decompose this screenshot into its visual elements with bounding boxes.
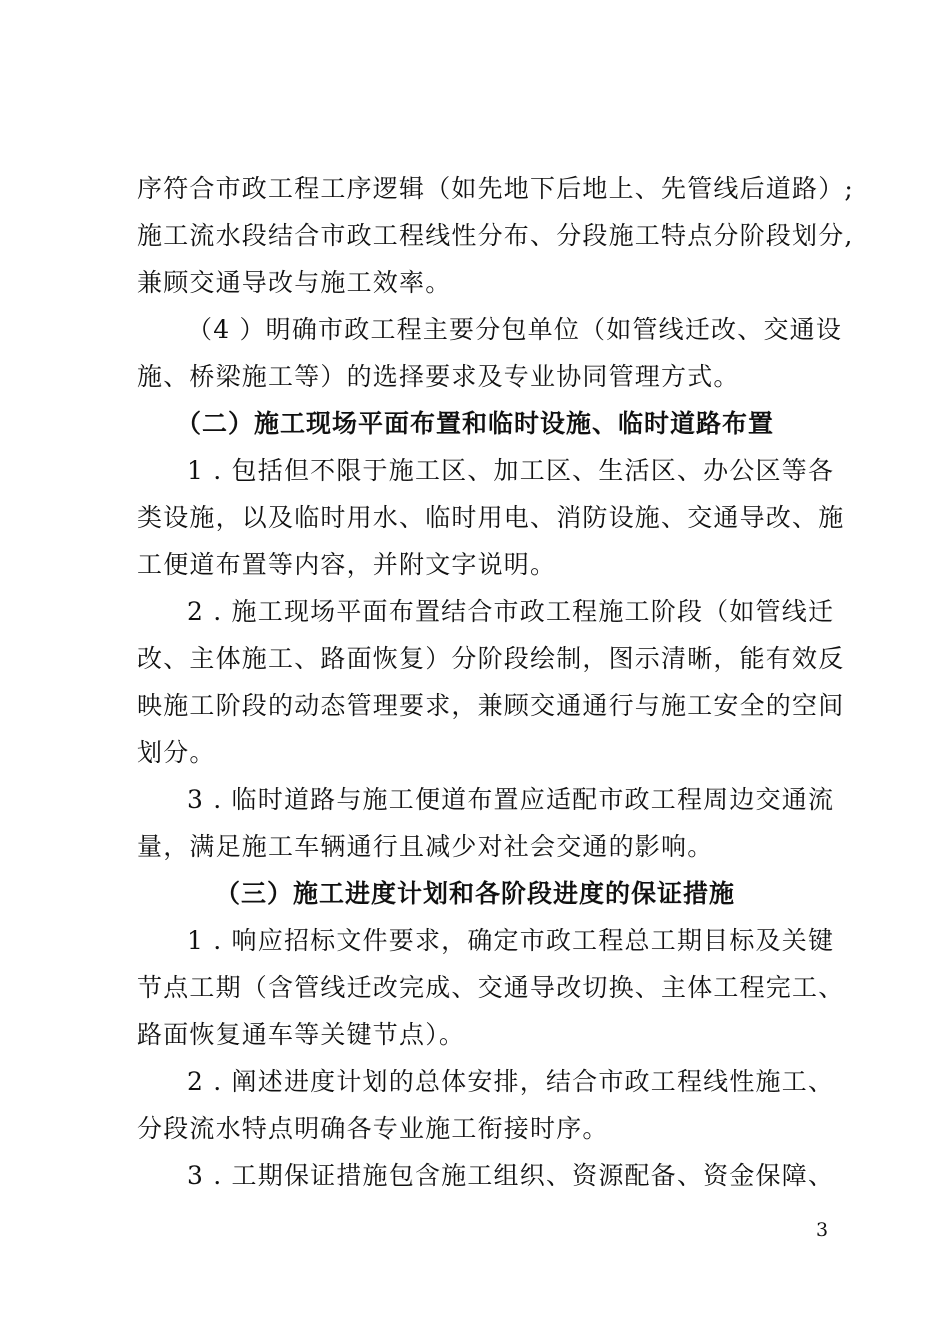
body-line: 1 . 包括但不限于施工区、加工区、生活区、办公区等各 [187, 456, 835, 485]
body-line: 3 . 临时道路与施工便道布置应适配市政工程周边交通流 [187, 785, 835, 814]
body-line: 2 . 施工现场平面布置结合市政工程施工阶段（如管线迁 [187, 597, 835, 626]
body-line: 映施工阶段的动态管理要求，兼顾交通通行与施工安全的空间 [137, 691, 845, 720]
body-line: 1 . 响应招标文件要求，确定市政工程总工期目标及关键 [187, 926, 835, 955]
body-line: 分段流水特点明确各专业施工衔接时序。 [137, 1114, 609, 1143]
section-heading: （二）施工现场平面布置和临时设施、临时道路布置 [175, 409, 774, 438]
body-line: 划分。 [137, 738, 216, 767]
body-line: 改、主体施工、路面恢复）分阶段绘制，图示清晰，能有效反 [137, 644, 845, 673]
body-line: 工便道布置等内容，并附文字说明。 [137, 550, 557, 579]
body-line: 施、桥梁施工等）的选择要求及专业协同管理方式。 [137, 362, 740, 391]
body-line: （4 ）明确市政工程主要分包单位（如管线迁改、交通设 [187, 315, 843, 344]
body-line: 兼顾交通导改与施工效率。 [137, 268, 452, 297]
body-line: 2 . 阐述进度计划的总体安排，结合市政工程线性施工、 [187, 1067, 835, 1096]
body-line: 序符合市政工程工序逻辑（如先地下后地上、先管线后道路）; [137, 174, 855, 203]
body-line: 路面恢复通车等关键节点）。 [137, 1020, 466, 1049]
page-number: 3 [816, 1219, 829, 1241]
body-line: 量，满足施工车辆通行且减少对社会交通的影响。 [137, 832, 714, 861]
section-heading: （三）施工进度计划和各阶段进度的保证措施 [214, 879, 735, 908]
body-line: 类设施，以及临时用水、临时用电、消防设施、交通导改、施 [137, 503, 845, 532]
body-line: 3 . 工期保证措施包含施工组织、资源配备、资金保障、 [187, 1161, 835, 1190]
body-line: 节点工期（含管线迁改完成、交通导改切换、主体工程完工、 [137, 973, 845, 1002]
body-line: 施工流水段结合市政工程线性分布、分段施工特点分阶段划分, [137, 221, 854, 250]
